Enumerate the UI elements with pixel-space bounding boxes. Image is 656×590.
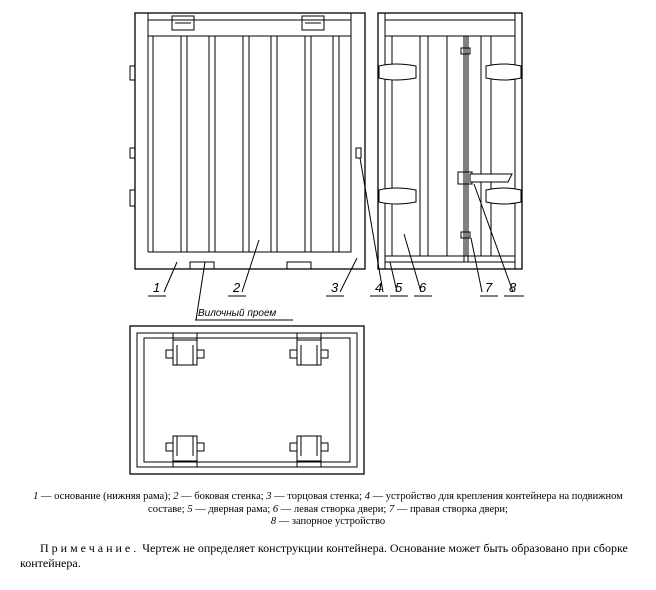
callout-4: 4 bbox=[375, 280, 383, 295]
callout-1: 1 bbox=[153, 280, 161, 295]
callout-8: 8 bbox=[509, 280, 517, 295]
door-hinges bbox=[379, 64, 521, 204]
legend-item: 3 — торцовая стенка; bbox=[266, 491, 365, 502]
callout-5: 5 bbox=[395, 280, 403, 295]
plan-view bbox=[130, 326, 364, 474]
door-end-view bbox=[378, 13, 522, 292]
note-text: Чертеж не определяет конструкции контейнера. Основание может быть образовано при сборке контейнера. bbox=[20, 541, 628, 570]
legend-item: 1 — основание (нижняя рама); bbox=[33, 491, 174, 502]
legend-item: 5 — дверная рама; bbox=[187, 503, 273, 515]
side-wall-panels bbox=[153, 36, 351, 252]
callout-7: 7 bbox=[485, 280, 493, 295]
top-fitting-right bbox=[302, 16, 324, 30]
top-fitting-left bbox=[172, 16, 194, 30]
legend-item: 8 — запорное устройство bbox=[270, 516, 386, 527]
note-paragraph bbox=[20, 541, 648, 571]
legend-item: 2 — боковая стенка; bbox=[173, 491, 267, 502]
callout-6: 6 bbox=[419, 280, 427, 295]
legend-item: 7 — правая створка двери; bbox=[388, 503, 508, 515]
note-heading: Примечание. bbox=[40, 541, 140, 555]
fork-opening-label: Вилочный проем bbox=[198, 308, 277, 319]
callout-2: 2 bbox=[233, 280, 241, 295]
legend-item: 6 — левая створка двери; bbox=[272, 503, 389, 515]
legend-item: 4 — устройство для крепления контейнера на подвижном составе; bbox=[148, 491, 623, 515]
figure-legend bbox=[20, 491, 636, 529]
callout-3: 3 bbox=[331, 280, 339, 295]
side-view bbox=[130, 13, 383, 320]
lashing-device bbox=[130, 66, 135, 80]
